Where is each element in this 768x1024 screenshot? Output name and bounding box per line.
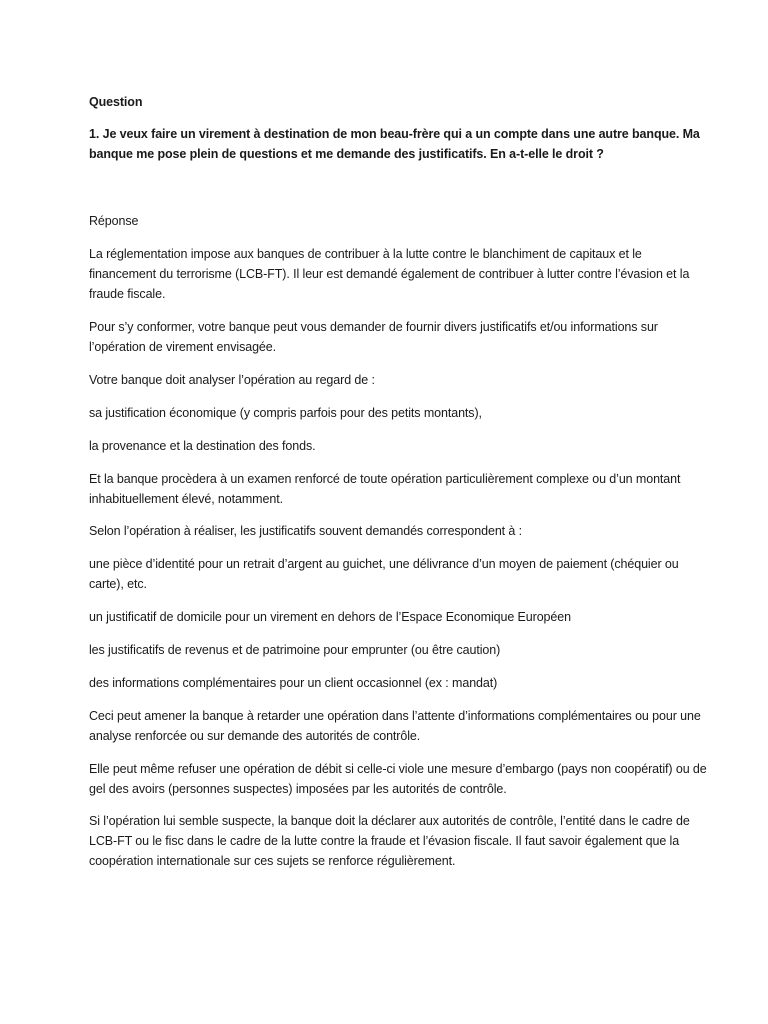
paragraph-economic-justification: sa justification économique (y compris parfois pour des petits montants), <box>89 406 482 420</box>
answer-heading: Réponse <box>89 214 139 228</box>
paragraph-refusal: Elle peut même refuser une opération de débit si celle-ci viole une mesure d’embargo (pays non coopératif) ou de gel des avoirs (personnes suspectes) imposées par les autorités de contrôle. <box>89 762 707 796</box>
paragraph-regulation: La réglementation impose aux banques de contribuer à la lutte contre le blanchiment de capitaux et le financement du terrorisme (LCB-FT). Il leur est demandé également de contribuer à lutter contre l’évasion et la fraude fiscale. <box>89 247 690 301</box>
paragraph-enhanced-review: Et la banque procèdera à un examen renforcé de toute opération particulièrement complexe ou d’un montant inhabituellement élevé, notamment. <box>89 472 681 506</box>
paragraph-compliance: Pour s’y conformer, votre banque peut vous demander de fournir divers justificatifs et/ou informations sur l’opération de virement envisagée. <box>89 320 658 354</box>
paragraph-income: les justificatifs de revenus et de patrimoine pour emprunter (ou être caution) <box>89 643 501 657</box>
paragraph-occasional-client: des informations complémentaires pour un client occasionnel (ex : mandat) <box>89 676 498 690</box>
paragraph-delay: Ceci peut amener la banque à retarder une opération dans l’attente d’informations complémentaires ou pour une analyse renforcée ou sur demande des autorités de contrôle. <box>89 709 701 743</box>
paragraph-funds-origin: la provenance et la destination des fonds. <box>89 439 316 453</box>
paragraph-suspicious: Si l’opération lui semble suspecte, la banque doit la déclarer aux autorités de contrôle, l’entité dans le cadre de LCB-FT ou le fisc dans le cadre de la lutte contre la fraude et l’évasion fiscale. Il faut savoir également que la coopération internationale sur ces sujets se renforce régulièrement. <box>89 814 690 868</box>
question-text: 1. Je veux faire un virement à destination de mon beau-frère qui a un compte dans une autre banque. Ma banque me pose plein de questions et me demande des justificatifs. En a-t-elle le droit ? <box>89 127 700 161</box>
paragraph-documents-intro: Selon l’opération à réaliser, les justificatifs souvent demandés correspondent à : <box>89 524 523 538</box>
paragraph-domicile: un justificatif de domicile pour un virement en dehors de l’Espace Economique Européen <box>89 610 571 624</box>
question-heading: Question <box>89 95 143 109</box>
paragraph-analysis-intro: Votre banque doit analyser l’opération au regard de : <box>89 373 375 387</box>
paragraph-identity: une pièce d’identité pour un retrait d’argent au guichet, une délivrance d’un moyen de paiement (chéquier ou carte), etc. <box>89 557 679 591</box>
